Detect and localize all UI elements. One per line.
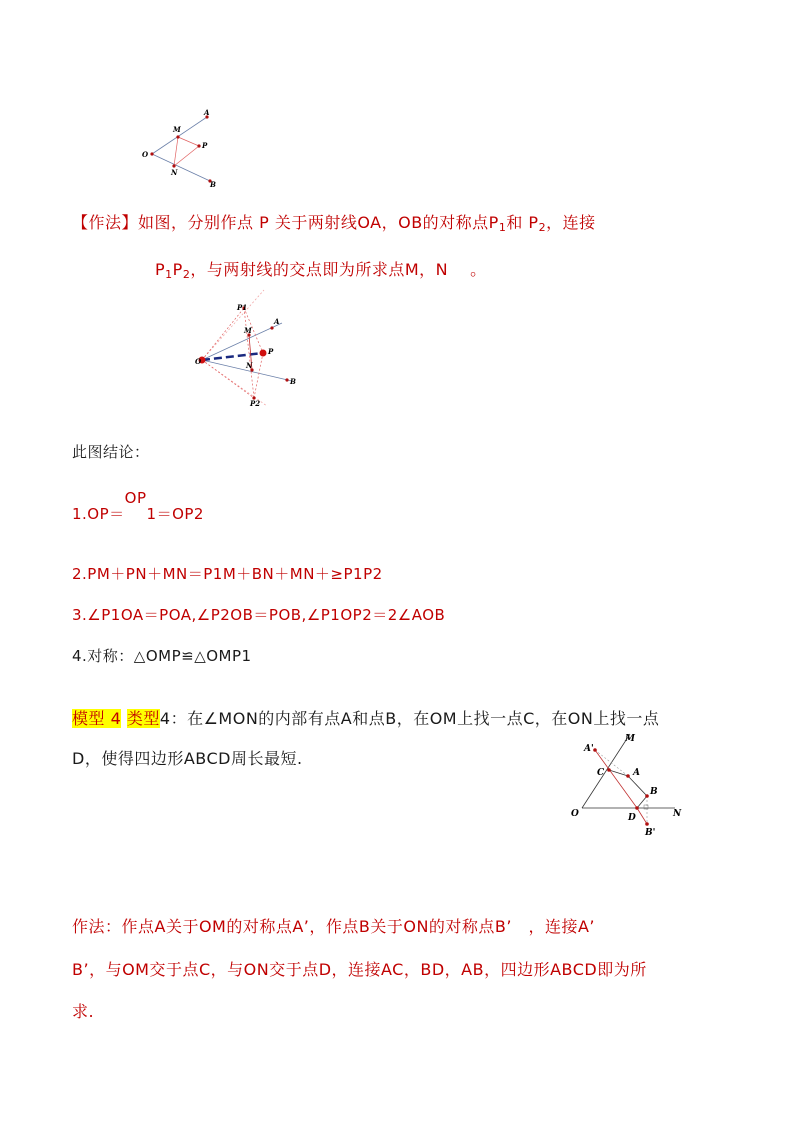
conclusion-heading: 此图结论： [72,443,150,461]
label-b: B [290,377,296,386]
method-bracket-label: 【作法】 [72,213,139,232]
label-n: N [673,809,682,819]
label-m: M [625,734,635,744]
label-n: N [246,361,253,370]
conclusion-item-4: 4.对称：△OMP≌△OMP1 [72,647,252,665]
model4-text: 4：在∠MON的内部有点A和点B，在OM上找一点C，在ON上找一点 [159,709,660,728]
figure-quadrilateral-diagram [565,728,690,843]
method-text: ，与两射线的交点即为所求点M，N 。 [190,260,487,279]
label-o: O [142,150,149,159]
subscript: 2 [182,268,191,281]
figure-reflection-diagram [192,288,307,408]
model4-line2: D，使得四边形ABCD周长最短. [72,749,303,768]
method-text: P [172,260,183,279]
figure-angle-diagram [135,105,230,190]
label-d: D [628,813,636,823]
method-text: 如图，分别作点 P 关于两射线OA，OB的对称点P [138,213,499,232]
label-o: O [571,809,579,819]
superscript-text: OP [124,489,147,507]
subscript: 2 [538,221,547,234]
label-a: A [204,108,210,117]
method2-line1: 作法：作点A关于OM的对称点A’，作点B关于ON的对称点B’ ，连接A’ [72,917,596,936]
conclusion-item-1 [72,489,204,524]
subscript: 1 [165,268,173,281]
label-c: C [597,768,605,778]
model4-line1 [72,706,659,729]
label-o: O [195,357,202,366]
subscript: 1 [498,221,507,234]
method-text: ，连接 [546,213,596,232]
label-b: B [650,787,658,797]
label-p: P [202,141,208,150]
label-b: B [210,180,216,189]
label-a: A [274,317,280,326]
item-text: 1＝OP2 [146,505,204,523]
method2-line2: B’，与OM交于点C，与ON交于点D，连接AC，BD，AB，四边形ABCD即为所 [72,960,647,979]
method-text: P [155,260,166,279]
model4-badge: 模型 4 [72,709,122,728]
item-text: 1.OP＝ [72,505,125,523]
label-b-prime: B' [645,828,656,838]
label-p: P [268,347,274,356]
conclusion-item-3: 3.∠P1OA＝POA,∠P2OB＝POB,∠P1OP2＝2∠AOB [72,606,446,624]
label-a: A [633,768,640,778]
method-paragraph-line1 [72,210,596,233]
conclusion-item-2: 2.PM＋PN＋MN＝P1M＋BN＋MN＋≥P1P2 [72,565,383,583]
label-a-prime: A' [584,744,594,754]
method-paragraph-line2 [155,257,487,280]
model4-type-label: 类型 [126,709,160,728]
label-p1: P1 [237,303,248,312]
method-text: 和 P [506,213,539,232]
label-n: N [171,168,178,177]
method2-line3: 求. [72,1002,95,1021]
label-m: M [173,125,181,134]
label-p2: P2 [250,399,261,408]
label-m: M [244,326,252,335]
